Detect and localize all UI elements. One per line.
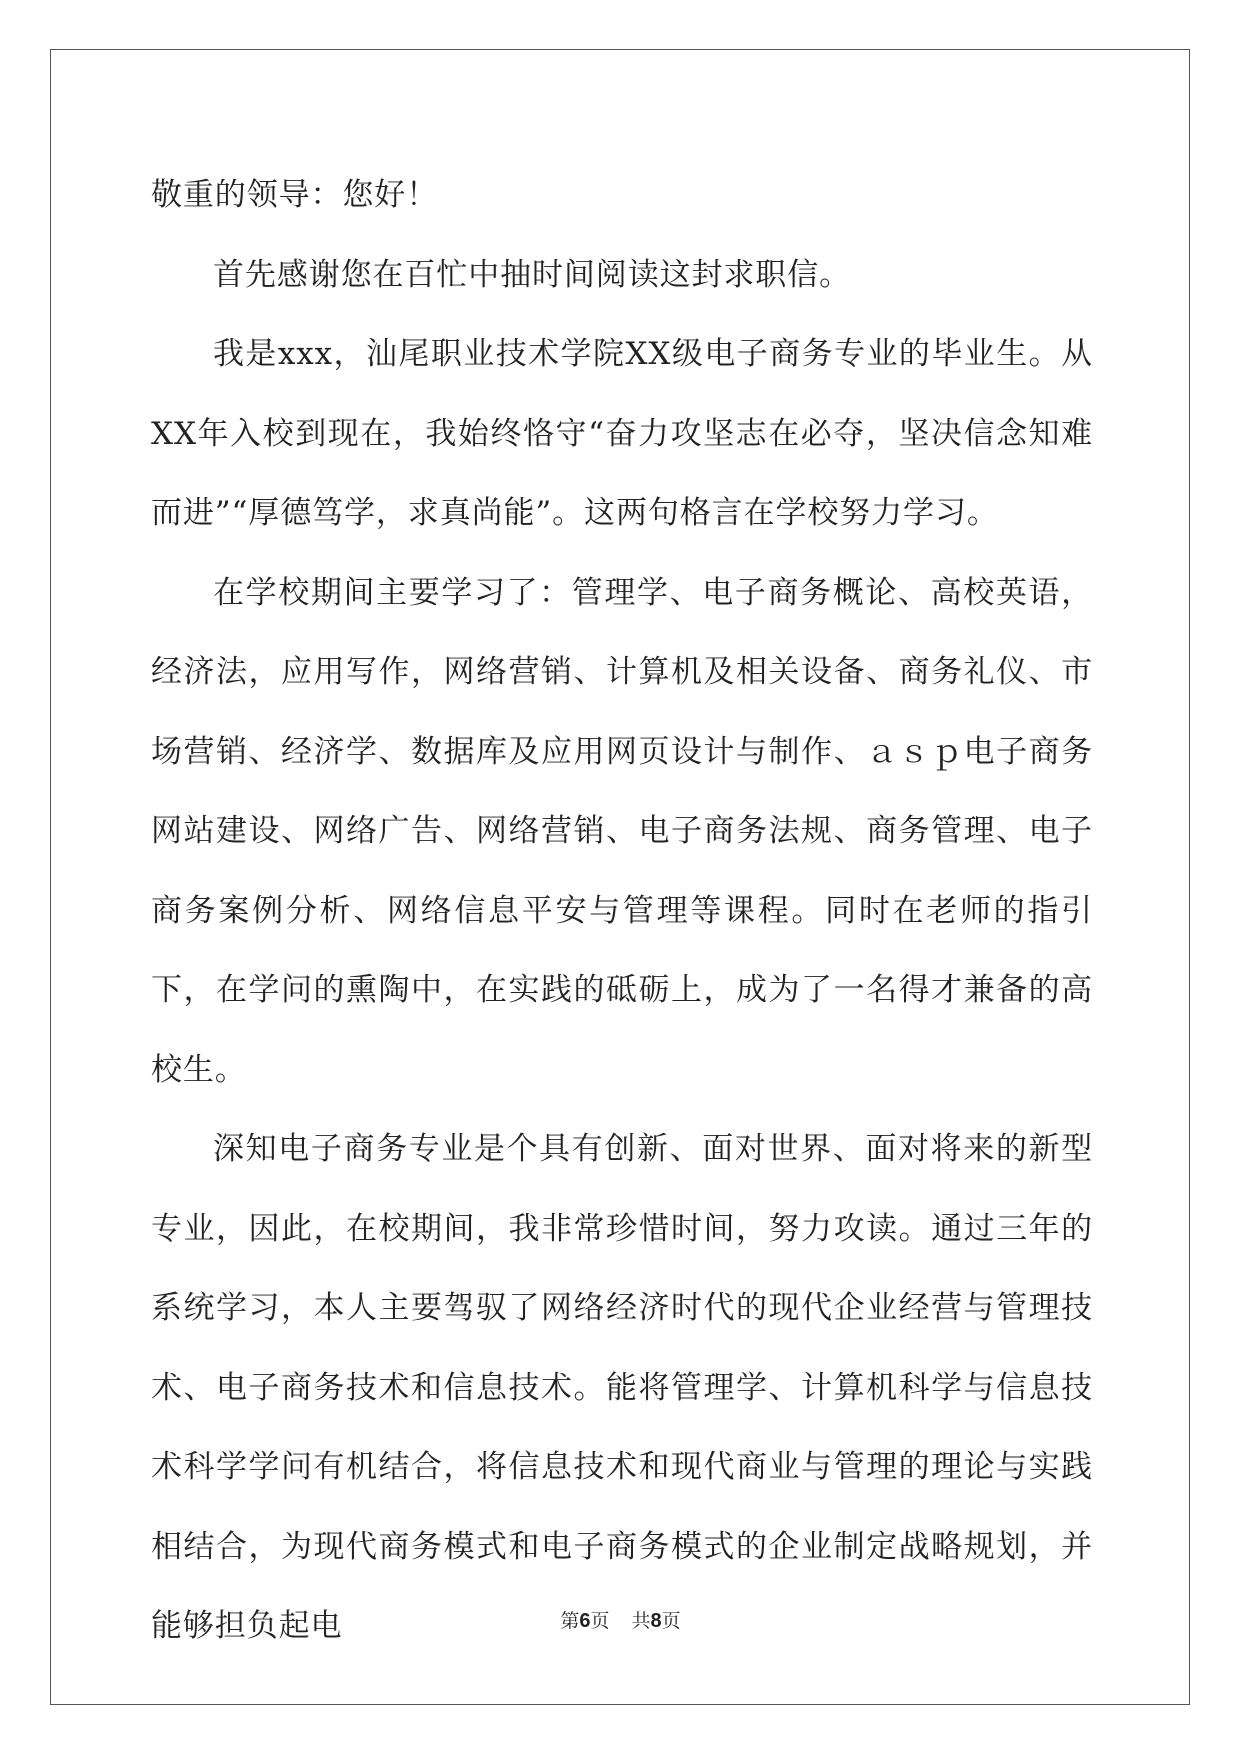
page-prefix: 第: [560, 1610, 580, 1632]
current-page-number: 6: [579, 1610, 591, 1632]
paragraph-3: 在学校期间主要学习了：管理学、电子商务概论、高校英语，经济法，应用写作，网络营销、计算机及相关设备、商务礼仪、市场营销、经济学、数据库及应用网页设计与制作、ａｓｐ电子商务网站建设、网络广告、网络营销、电子商务法规、商务管理、电子商务案例分析、网络信息平安与管理等课程。同时在老师的指引下，在学问的熏陶中，在实践的砥砺上，成为了一名得才兼备的高校生。: [151, 574, 1093, 1088]
total-pages-number: 8: [650, 1610, 662, 1632]
salutation: 敬重的领导：您好！: [151, 177, 439, 213]
total-prefix: 共: [631, 1610, 651, 1632]
paragraph-1: 首先感谢您在百忙中抽时间阅读这封求职信。: [213, 256, 851, 293]
letter-body: [151, 156, 1093, 1667]
paragraph-4: 深知电子商务专业是个具有创新、面对世界、面对将来的新型专业，因此，在校期间，我非常珍惜时间，努力攻读。通过三年的系统学习，本人主要驾驭了网络经济时代的现代企业经营与管理技术、电子商务技术和信息技术。能将管理学、计算机科学与信息技术科学学问有机结合，将信息技术和现代商业与管理的理论与实践相结合，为现代商务模式和电子商务模式的企业制定战略规划，并能够担负起电: [151, 1131, 1093, 1644]
page-footer: [0, 1606, 1241, 1633]
total-suffix: 页: [661, 1610, 681, 1632]
paragraph-2: 我是xxx，汕尾职业技术学院XX级电子商务专业的毕业生。从XX年入校到现在，我始终恪守“奋力攻坚志在必夺，坚决信念知难而进”“厚德笃学，求真尚能”。这两句格言在学校努力学习。: [151, 336, 1093, 531]
page-suffix: 页: [590, 1610, 610, 1632]
